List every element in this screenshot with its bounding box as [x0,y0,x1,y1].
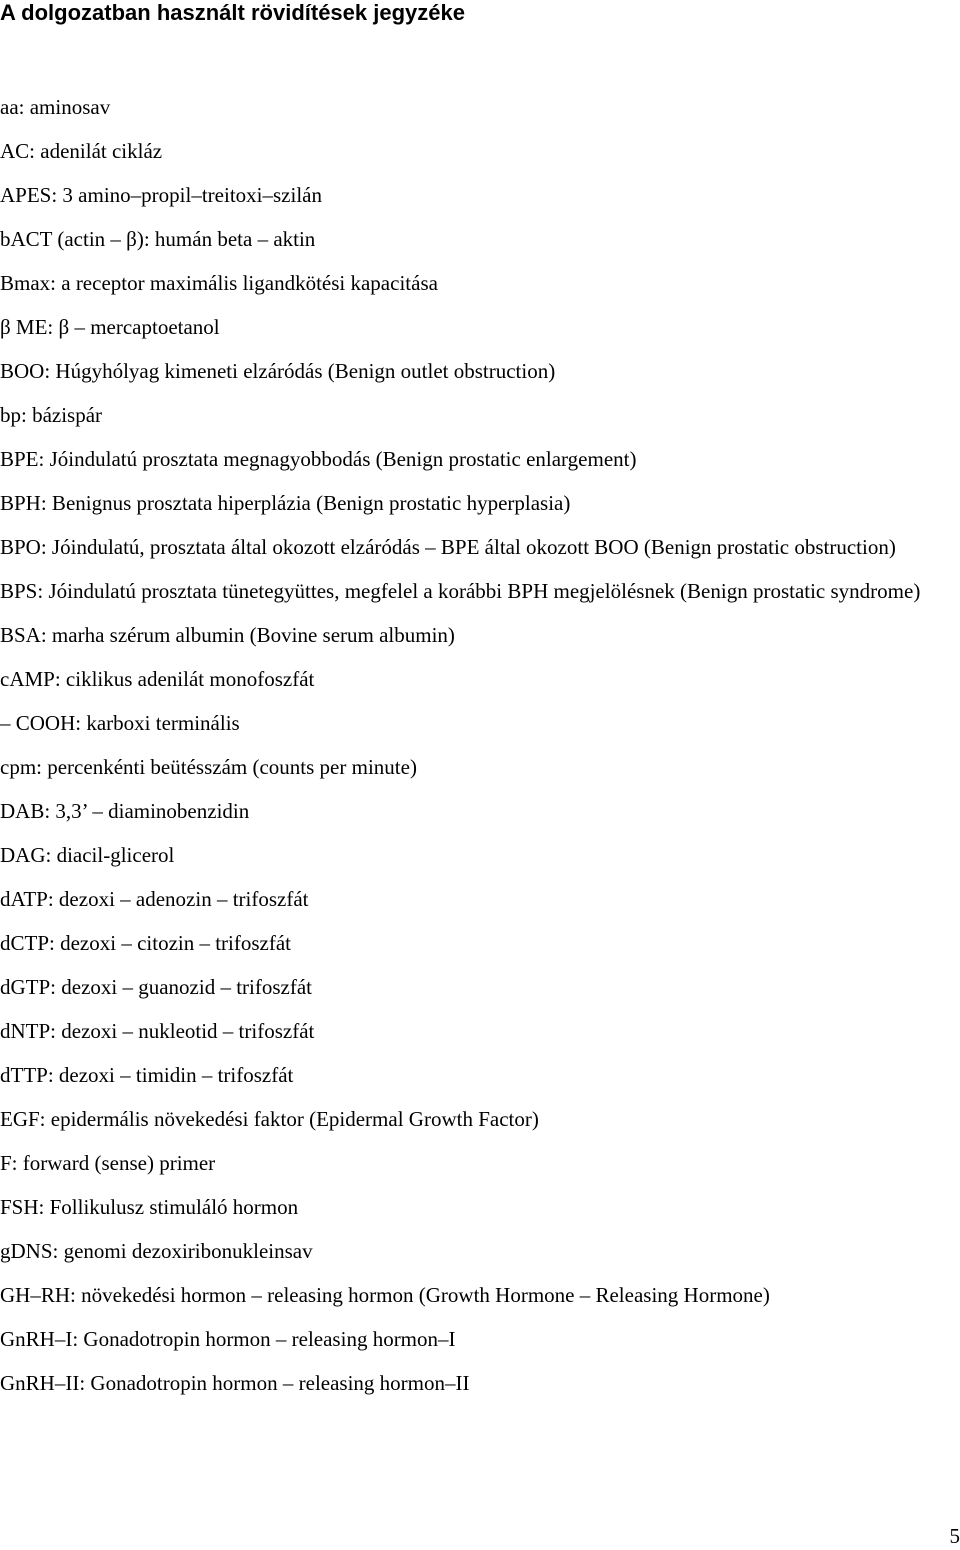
abbreviation-entry: GnRH–I: Gonadotropin hormon – releasing hormon–I [0,1327,456,1351]
abbreviation-entry: – COOH: karboxi terminális [0,711,240,735]
abbreviation-entry: β ME: β – mercaptoetanol [0,315,220,339]
abbreviation-entry: cAMP: ciklikus adenilát monofoszfát [0,667,315,691]
abbreviation-entry: BPE: Jóindulatú prosztata megnagyobbodás (Benign prostatic enlargement) [0,447,637,471]
abbreviation-entry: AC: adenilát cikláz [0,139,163,163]
abbreviation-entry: BOO: Húgyhólyag kimeneti elzáródás (Benign outlet obstruction) [0,359,556,383]
abbreviation-entry: dNTP: dezoxi – nukleotid – trifoszfát [0,1019,315,1043]
abbreviation-entry: dGTP: dezoxi – guanozid – trifoszfát [0,975,313,999]
abbreviation-entry: dCTP: dezoxi – citozin – trifoszfát [0,931,292,955]
abbreviation-entry: bp: bázispár [0,403,103,427]
page-title: A dolgozatban használt rövidítések jegyzéke [0,0,465,25]
abbreviation-entry: APES: 3 amino–propil–treitoxi–szilán [0,183,322,207]
abbreviation-entry: dATP: dezoxi – adenozin – trifoszfát [0,887,309,911]
abbreviation-entry: BPO: Jóindulatú, prosztata által okozott elzáródás – BPE által okozott BOO (Benign prostatic obstruction) [0,535,896,559]
abbreviation-entry: aa: aminosav [0,95,111,119]
abbreviation-entry: Bmax: a receptor maximális ligandkötési kapacitása [0,271,438,295]
abbreviation-entry: BPH: Benignus prosztata hiperplázia (Benign prostatic hyperplasia) [0,491,571,515]
abbreviation-entry: DAG: diacil-glicerol [0,843,175,867]
abbreviation-entry: DAB: 3,3’ – diaminobenzidin [0,799,250,823]
abbreviation-entry: dTTP: dezoxi – timidin – trifoszfát [0,1063,294,1087]
abbreviation-entry: F: forward (sense) primer [0,1151,216,1175]
abbreviation-entry: bACT (actin – β): humán beta – aktin [0,227,316,251]
abbreviation-entry: BPS: Jóindulatú prosztata tünetegyüttes, megfelel a korábbi BPH megjelölésnek (Benign prostatic syndrome) [0,579,921,603]
abbreviation-entry: GH–RH: növekedési hormon – releasing hormon (Growth Hormone – Releasing Hormone) [0,1283,770,1307]
page-number: 5 [949,1524,960,1548]
abbreviation-entry: gDNS: genomi dezoxiribonukleinsav [0,1239,313,1263]
abbreviation-entry: GnRH–II: Gonadotropin hormon – releasing hormon–II [0,1371,470,1395]
abbreviation-entry: cpm: percenkénti beütésszám (counts per minute) [0,755,417,779]
abbreviation-entry: EGF: epidermális növekedési faktor (Epidermal Growth Factor) [0,1107,539,1131]
abbreviation-entry: BSA: marha szérum albumin (Bovine serum albumin) [0,623,455,647]
abbreviation-list [0,85,960,1405]
abbreviation-entry: FSH: Follikulusz stimuláló hormon [0,1195,299,1219]
